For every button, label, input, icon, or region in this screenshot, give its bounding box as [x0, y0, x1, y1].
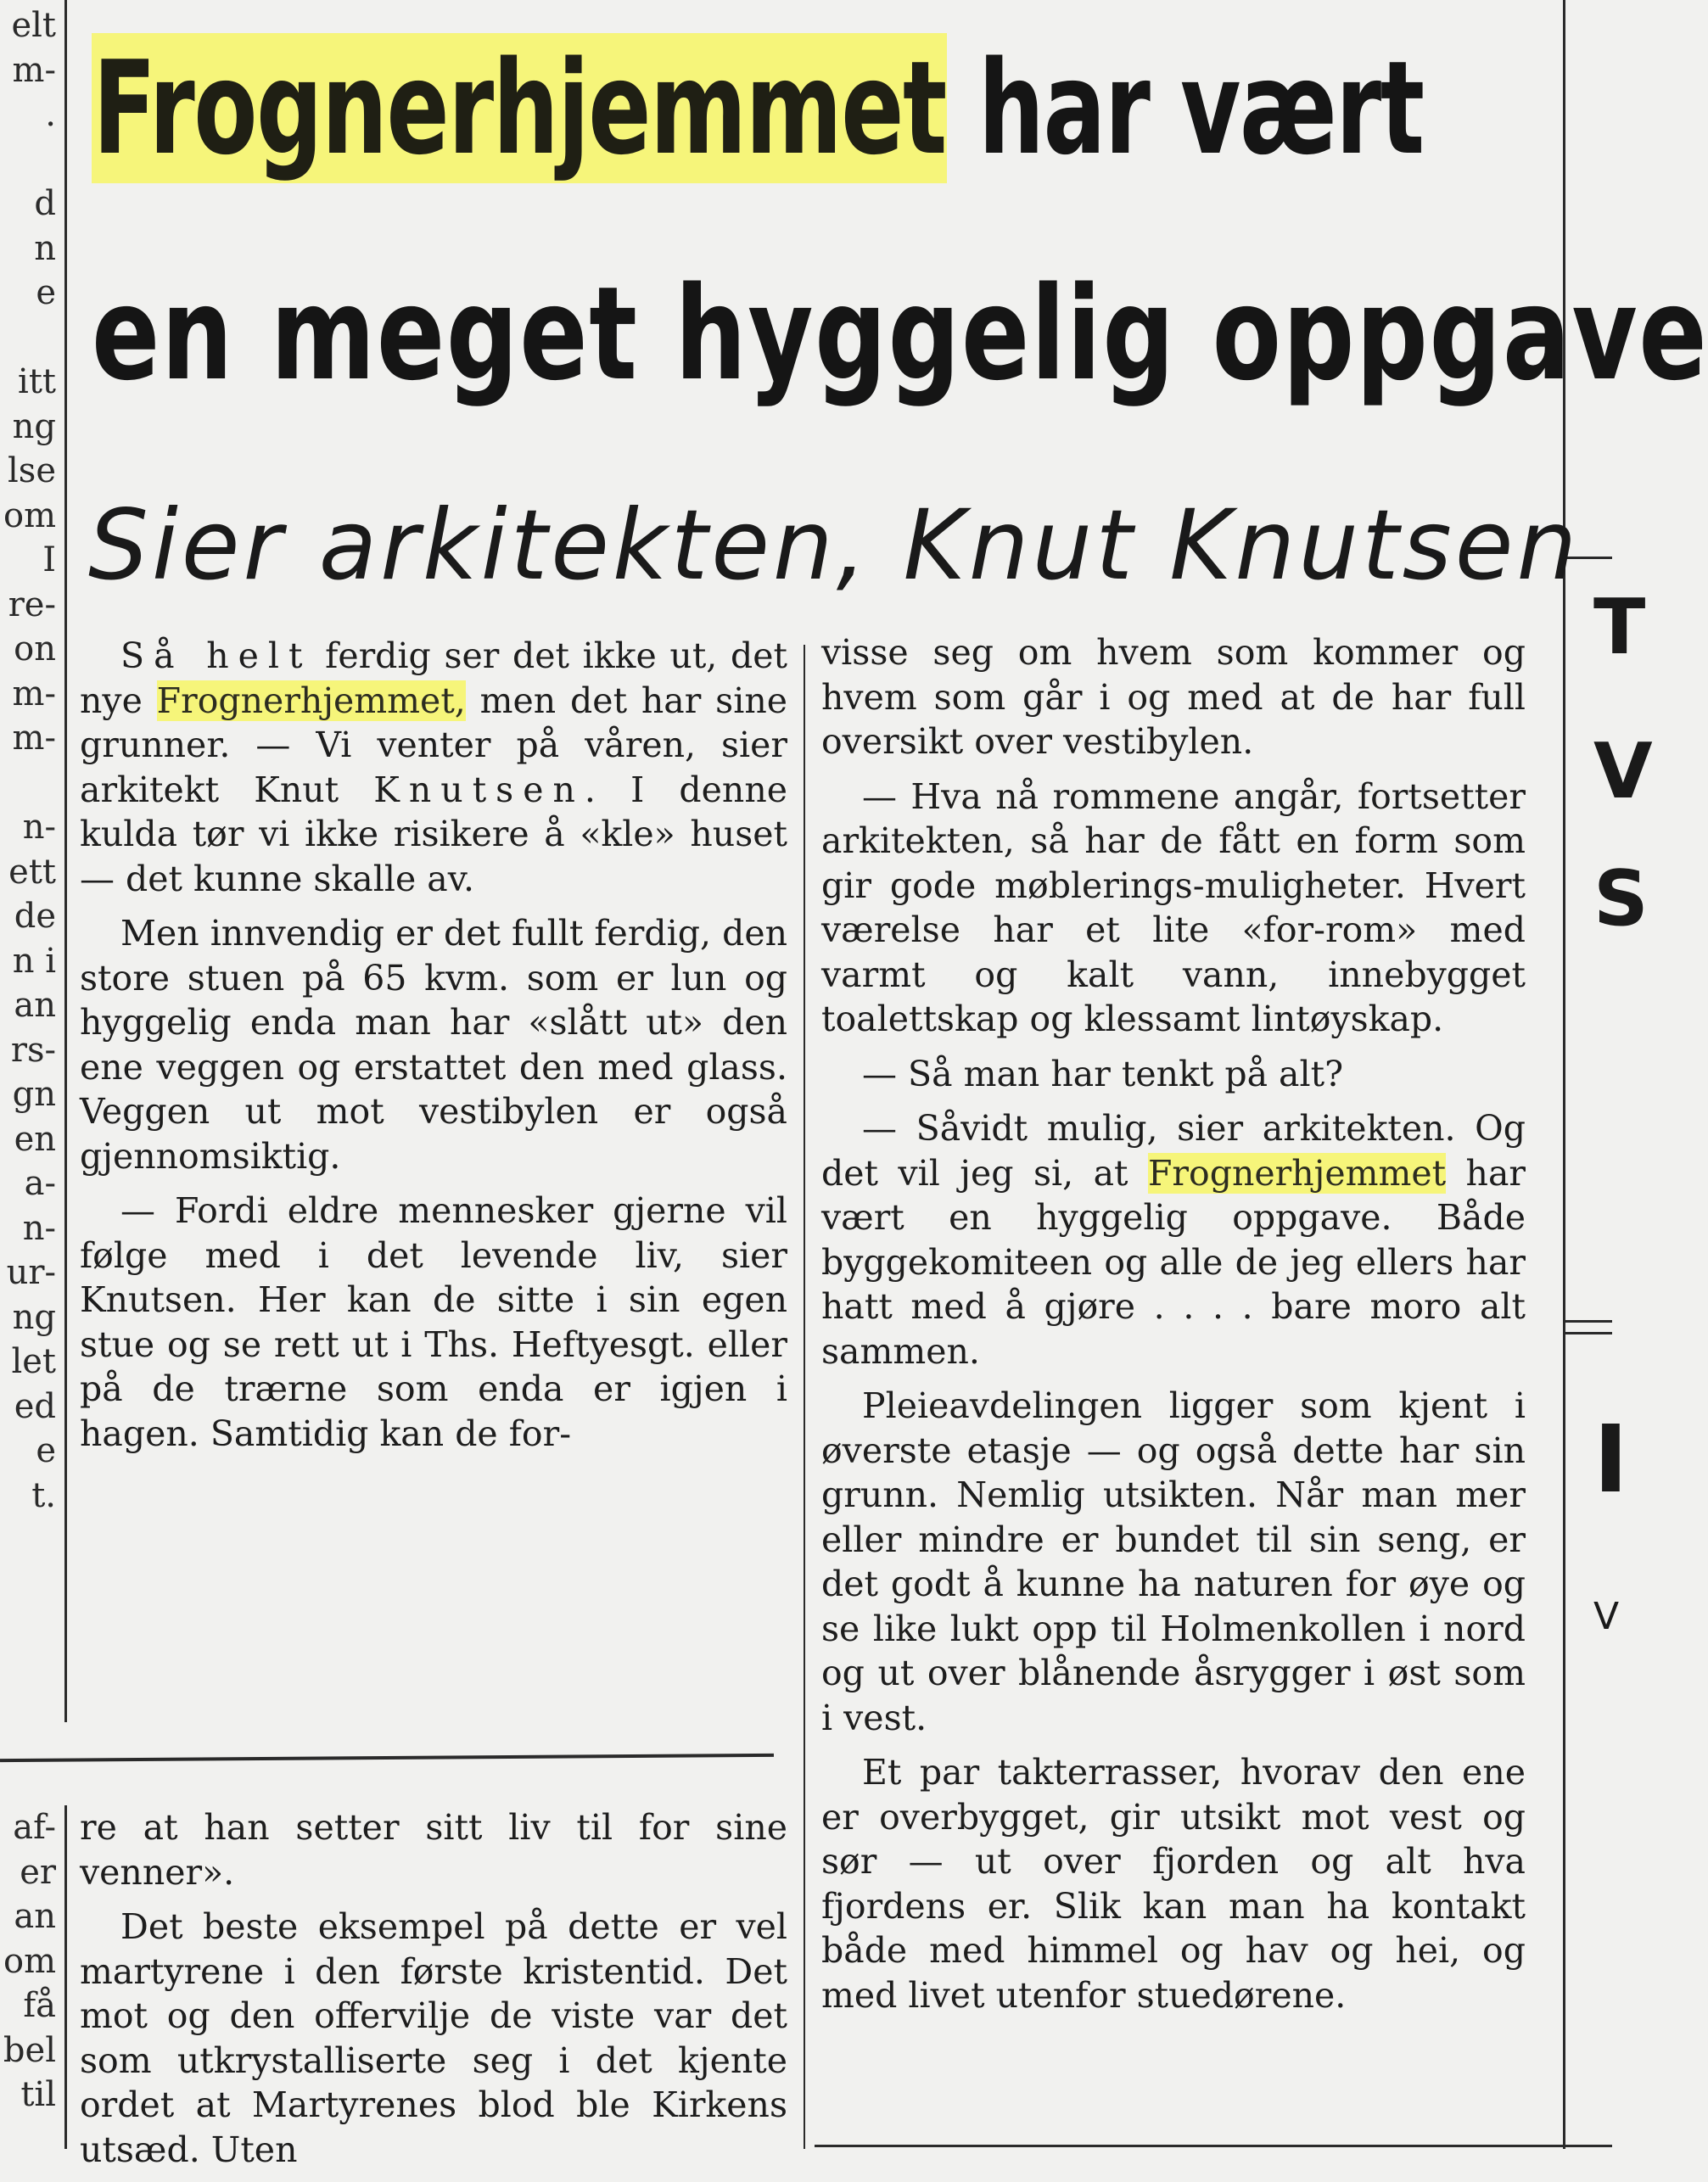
adjacent-headline-fragment: I: [1593, 1405, 1628, 1513]
inline-highlight: Frognerhjemmet: [1147, 1152, 1447, 1194]
fragment-line: ed: [14, 1386, 56, 1426]
lower-article-column: [80, 1805, 787, 2182]
paragraph: visse seg om hvem som kommer og hvem som går i og med at de har full oversikt over vestibylen.: [821, 632, 1526, 762]
adjacent-text-fragment: V: [1593, 1595, 1620, 1638]
paragraph: Pleieavdelingen ligger som kjent i øverste etasje — og også dette har sin grunn. Nemlig utsikten. Når man mer eller mindre er bundet til sin seng, er det godt å kunne ha naturen for øye og se like lukt opp til Holmenkollen i nord og ut over blånende åsrygger i øst som i vest.: [821, 1385, 1526, 1738]
fragment-line: af-: [13, 1808, 56, 1847]
paragraph: — Såvidt mulig, sier arkitekten. Og det vil jeg si, at Frognerhjemmet har vært en hyggelig oppgave. Både byggekomiteen og alle de jeg ellers har hatt med å gjøre . . . . bare moro alt sammen.: [821, 1108, 1526, 1372]
fragment-line: .: [45, 95, 56, 134]
headline-highlight: Frognerhjemmet: [92, 33, 946, 183]
fragment-line: m-: [12, 719, 56, 758]
fragment-line: bel: [3, 2030, 56, 2070]
paragraph: Et par takterrasser, hvorav den ene er overbygget, gir utsikt mot vest og sør — ut over fjorden og alt hva fjordens er. Slik kan man ha kontakt både med himmel og hav og hei, og med livet utenfor stuedørene.: [821, 1752, 1526, 2016]
adjacent-headline-fragment: T: [1593, 583, 1646, 672]
headline-line-2: en meget hyggelig oppgave: [92, 259, 1708, 409]
section-divider-rule: [0, 1754, 774, 1762]
fragment-line: an: [14, 986, 56, 1025]
fragment-line: om: [3, 1941, 56, 1981]
adjacent-headline-fragment: V: [1593, 727, 1653, 816]
paragraph: — Så man har tenkt på alt?: [862, 1053, 1344, 1094]
subheadline: Sier arkitekten, Knut Knutsen: [88, 489, 1581, 601]
fragment-line: n: [34, 228, 56, 268]
fragment-line: n-: [22, 1208, 56, 1248]
fragment-line: [0, 761, 56, 806]
paragraph: Det beste eksempel på dette er vel martyrene i den første kristentid. Det mot og den offervilje de viste var det som utkrystalliserte seg i det kjente ordet at Martyrenes blod ble Kirkens utsæd. Uten: [80, 1906, 787, 2170]
paragraph: re at han setter sitt liv til for sine venner».: [80, 1807, 787, 1893]
article-column-left: [80, 634, 787, 1466]
adjacent-headline-fragment: S: [1593, 854, 1649, 943]
headline-rest: har vært: [978, 33, 1424, 183]
inline-highlight: Frognerhjemmet,: [156, 680, 466, 721]
fragment-line: de: [14, 897, 56, 936]
fragment-line: ur-: [6, 1253, 56, 1292]
fragment-line: n-: [22, 808, 56, 847]
right-box-rule-3: [1563, 1332, 1612, 1334]
left-column-rule: [64, 0, 67, 1722]
fragment-line: om: [3, 495, 56, 535]
fragment-line: e: [36, 273, 56, 312]
fragment-line: gn: [12, 1075, 56, 1114]
fragment-line: rs-: [10, 1030, 56, 1070]
adjacent-column-fragment-bottom: [0, 1805, 56, 2118]
paragraph: — Hva nå rommene angår, fortsetter arkitekten, så har de fått en form som gir gode møblerings-muligheter. Hvert værelse har et lite «for-rom» med varmt og kalt vann, innebygget toalettskap og klessamt lintøyskap.: [821, 775, 1526, 1039]
fragment-line: er: [20, 1852, 56, 1892]
paragraph: Men innvendig er det fullt ferdig, den store stuen på 65 kvm. som er lun og hyggelig enda man har «slått ut» den ene veggen og erstattet den med glass. Veggen ut mot vestibylen er også gjennomsiktig.: [80, 913, 787, 1177]
headline-line-1: [92, 33, 1424, 183]
right-box-rule-2: [1563, 1320, 1612, 1323]
fragment-line: re-: [8, 585, 56, 624]
fragment-line: e: [36, 1431, 56, 1470]
fragment-line: ett: [8, 852, 56, 892]
fragment-line: lse: [8, 451, 56, 490]
fragment-line: [0, 316, 56, 361]
fragment-line: t.: [31, 1475, 56, 1515]
fragment-line: d: [34, 184, 56, 223]
fragment-line: elt: [11, 6, 56, 45]
adjacent-column-fragment-top: [0, 3, 56, 1518]
fragment-line: n i: [12, 941, 56, 981]
fragment-line: [0, 137, 56, 182]
fragment-line: itt: [18, 362, 56, 401]
fragment-line: m-: [12, 50, 56, 90]
fragment-line: en: [14, 1119, 56, 1159]
fragment-line: an: [14, 1897, 56, 1936]
paragraph: Så helt ferdig ser det ikke ut, det nye Frognerhjemmet, men det har sine grunner. — Vi venter på våren, sier arkitekt Knut Knutsen. I denne kulda tør vi ikke risikere å «kle» huset — det kunne skalle av.: [80, 635, 787, 899]
paragraph: — Fordi eldre mennesker gjerne vil følge med i det levende liv, sier Knutsen. Her kan de sitte i sin egen stue og se rett ut i Ths. Heftyesgt. eller på de trærne som enda er igjen i hagen. Samtidig kan de for-: [80, 1190, 787, 1454]
fragment-line: on: [14, 629, 56, 669]
left-lower-column-rule: [64, 1805, 67, 2149]
fragment-line: ng: [12, 406, 56, 446]
fragment-line: få: [23, 1986, 56, 2025]
fragment-line: til: [20, 2075, 56, 2114]
bottom-rule: [815, 2145, 1612, 2147]
fragment-line: ng: [12, 1297, 56, 1337]
article-column-right: [821, 630, 1526, 2028]
center-column-rule: [804, 645, 805, 2149]
fragment-line: let: [11, 1342, 56, 1381]
fragment-line: a-: [24, 1164, 56, 1203]
fragment-line: m-: [12, 674, 56, 713]
fragment-line: I: [42, 540, 56, 579]
